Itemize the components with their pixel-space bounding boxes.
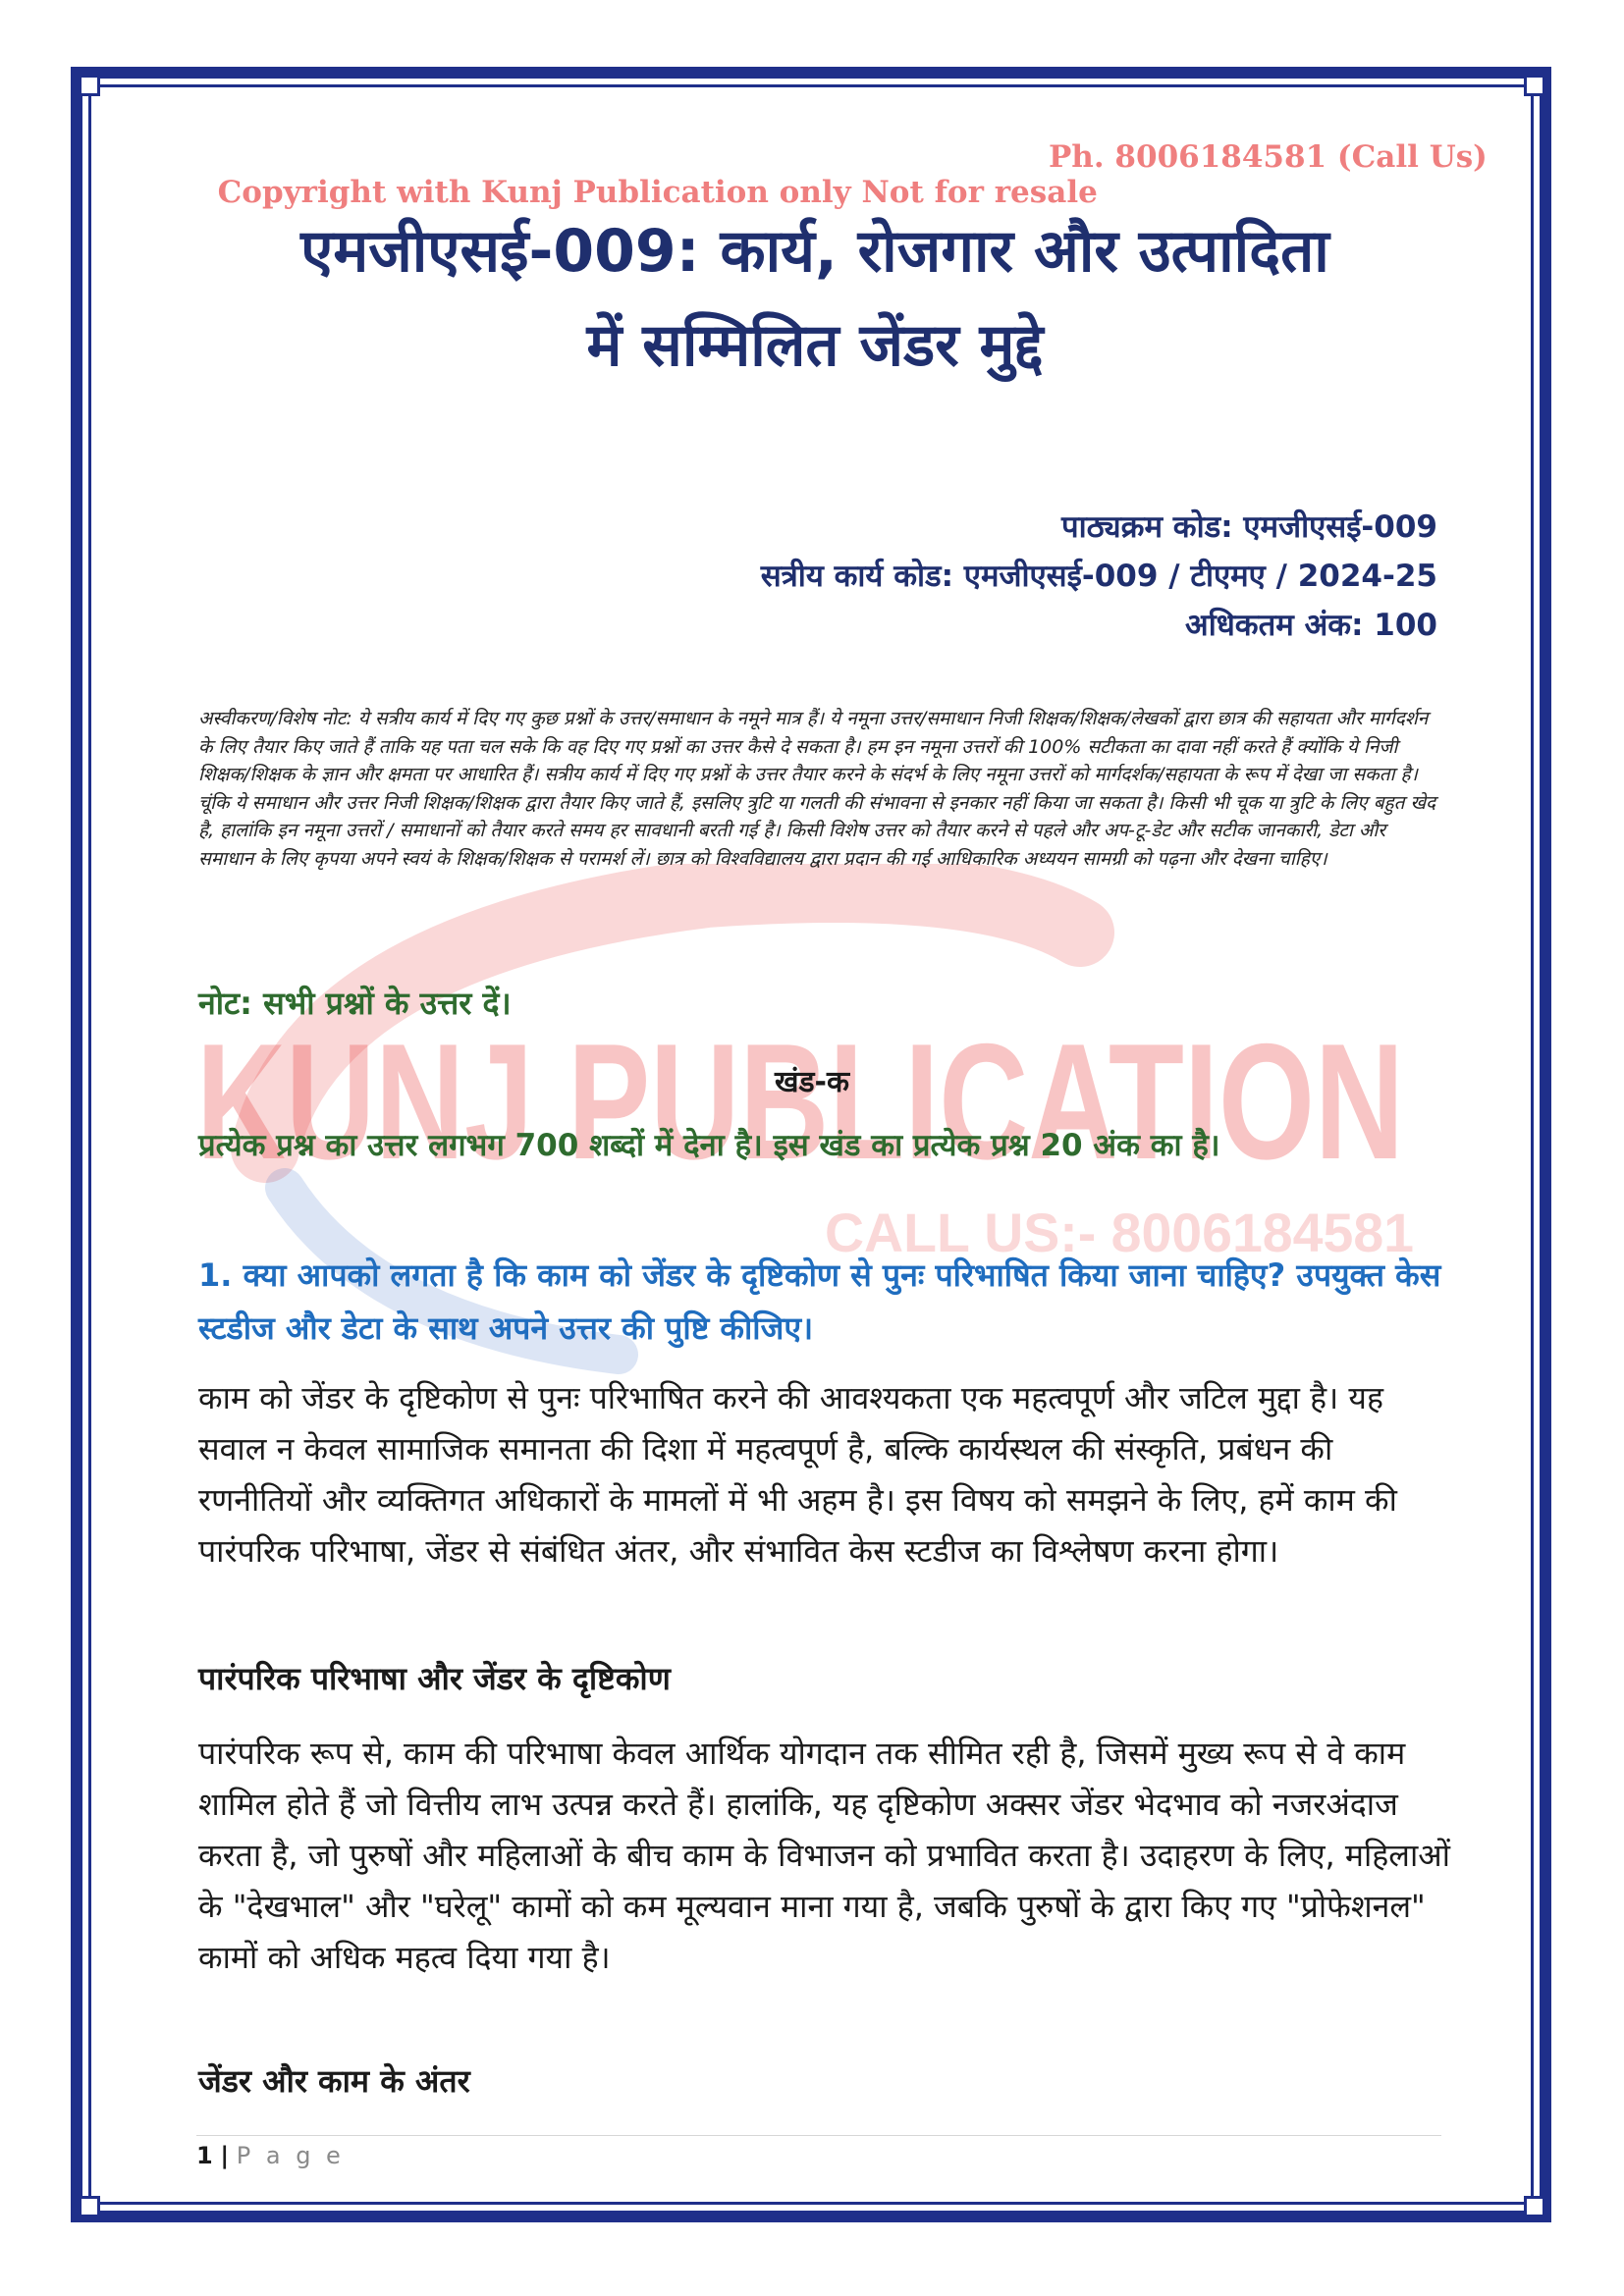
watermark-call-text: CALL US:- 8006184581: [825, 1201, 1414, 1263]
section-instruction: प्रत्येक प्रश्न का उत्तर लगभग 700 शब्दों में देना है। इस खंड का प्रत्येक प्रश्न 20 अंक का है।: [198, 1128, 1220, 1163]
border-corner-bottom-right: [1524, 2196, 1545, 2217]
border-corner-top-right: [1524, 75, 1545, 96]
copyright-notice: Copyright with Kunj Publication only Not for resale: [217, 175, 1098, 210]
question-1: 1. क्या आपको लगता है कि काम को जेंडर के दृष्टिकोण से पुनः परिभाषित किया जाना चाहिए? उपयुक्त केस स्टडीज और डेटा के साथ अपने उत्तर की पुष्टि कीजिए।: [198, 1256, 1441, 1347]
watermark-brand-text: KUNJ PUBLICATION: [196, 1009, 1404, 1194]
border-corner-top-left: [79, 75, 100, 96]
title-line-1: एमजीएसई-009: कार्य, रोजगार और उत्पादिता: [300, 217, 1329, 286]
section-heading: खंड-क: [774, 1065, 850, 1099]
subheading-traditional-definition: पारंपरिक परिभाषा और जेंडर के दृष्टिकोण: [198, 1660, 671, 1697]
max-marks: अधिकतम अंक: 100: [1185, 608, 1437, 643]
page-footer: [196, 2142, 345, 2169]
title-line-2: में सम्मिलित जेंडर मुद्दे: [586, 311, 1044, 380]
subheading-gender-work-difference: जेंडर और काम के अंतर: [198, 2062, 470, 2100]
border-corner-bottom-left: [79, 2196, 100, 2217]
disclaimer-note: अस्वीकरण/विशेष नोट: ये सत्रीय कार्य में दिए गए कुछ प्रश्नों के उत्तर/समाधान के नमूने मात्र हैं। ये नमूना उत्तर/समाधान निजी शिक्षक/शिक्षक/लेखकों द्वारा छात्र की सहायता और मार्गदर्शन के लिए तैयार किए जाते हैं ताकि यह पता चल सके कि वह दिए गए प्रश्नों का उत्तर कैसे दे सकता है। हम इन नमूना उत्तरों की 100% सटीकता का दावा नहीं करते हैं क्योंकि ये निजी शिक्षक/शिक्षक के ज्ञान और क्षमता पर आधारित हैं। सत्रीय कार्य में दिए गए प्रश्नों के उत्तर तैयार करने के संदर्भ के लिए नमूना उत्तरों को मार्गदर्शक/सहायता के रूप में देखा जा सकता है। चूंकि ये समाधान और उत्तर निजी शिक्षक/शिक्षक द्वारा तैयार किए जाते हैं, इसलिए त्रुटि या गलती की संभावना से इनकार नहीं किया जा सकता है। किसी भी चूक या त्रुटि के लिए बहुत खेद है, हालांकि इन नमूना उत्तरों / समाधानों को तैयार करते समय हर सावधानी बरती गई है। किसी विशेष उत्तर को तैयार करने से पहले और अप-टू-डेट और सटीक जानकारी, डेटा और समाधान के लिए कृपया अपने स्वयं के शिक्षक/शिक्षक से परामर्श लें। छात्र को विश्वविद्यालय द्वारा प्रदान की गई आधिकारिक अध्ययन सामग्री को पढ़ना और देखना चाहिए।: [198, 708, 1436, 870]
footer-divider: [196, 2135, 1441, 2136]
answer-all-note: नोट: सभी प्रश्नों के उत्तर दें।: [198, 985, 512, 1022]
document-title: [157, 204, 1473, 393]
course-code: पाठ्यक्रम कोड: एमजीएसई-009: [1061, 509, 1437, 545]
page-label: P a g e: [236, 2142, 345, 2169]
phone-number: Ph. 8006184581 (Call Us): [1049, 139, 1488, 175]
assignment-code: सत्रीय कार्य कोड: एमजीएसई-009 / टीएमए / 2024-25: [760, 559, 1437, 594]
answer-paragraph-1: काम को जेंडर के दृष्टिकोण से पुनः परिभाषित करने की आवश्यकता एक महत्वपूर्ण और जटिल मुद्दा है। यह सवाल न केवल सामाजिक समानता की दिशा में महत्वपूर्ण है, बल्कि कार्यस्थल की संस्कृति, प्रबंधन की रणनीतियों और व्यक्तिगत अधिकारों के मामलों में भी अहम है। इस विषय को समझने के लिए, हमें काम की पारंपरिक परिभाषा, जेंडर से संबंधित अंतर, और संभावित केस स्टडीज का विश्लेषण करना होगा।: [198, 1379, 1397, 1570]
page-number: 1: [196, 2142, 213, 2169]
assignment-meta: [761, 503, 1437, 650]
footer-separator: |: [220, 2142, 230, 2169]
answer-paragraph-2: पारंपरिक रूप से, काम की परिभाषा केवल आर्थिक योगदान तक सीमित रही है, जिसमें मुख्य रूप से वे काम शामिल होते हैं जो वित्तीय लाभ उत्पन्न करते हैं। हालांकि, यह दृष्टिकोण अक्सर जेंडर भेदभाव को नजरअंदाज करता है, जो पुरुषों और महिलाओं के बीच काम के विभाजन को प्रभावित करता है। उदाहरण के लिए, महिलाओं के "देखभाल" और "घरेलू" कामों को कम मूल्यवान माना गया है, जबकि पुरुषों के द्वारा किए गए "प्रोफेशनल" कामों को अधिक महत्व दिया गया है।: [198, 1735, 1450, 1976]
